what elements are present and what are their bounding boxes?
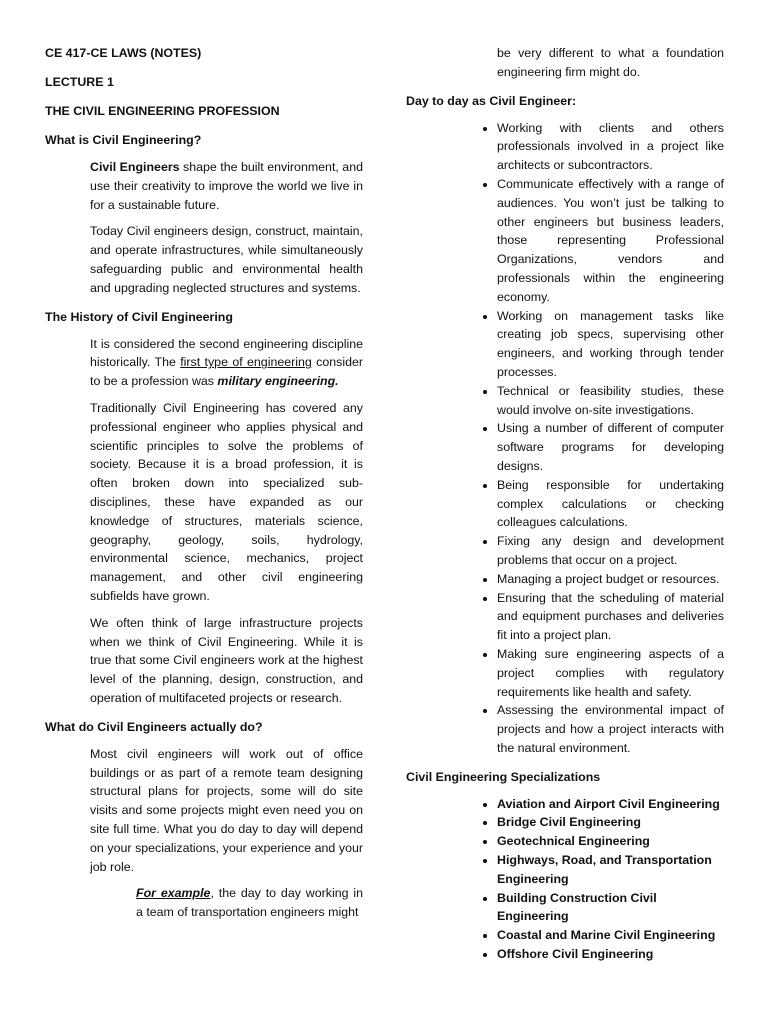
specializations-heading: Civil Engineering Specializations: [406, 769, 601, 784]
list-item: • Working with clients and others professionals involved in a project like architects or subcontractors.: [497, 119, 724, 175]
list-item: • Assessing the environmental impact of projects and how a project interacts with the natural environment.: [497, 701, 724, 757]
list-item: • Highways, Road, and Transportation Engineering: [497, 851, 724, 889]
what-is-p1-rest: shape the built environment, and use their creativity to improve the world we live in for a sustainable future.: [90, 160, 363, 212]
lecture-label: LECTURE 1: [45, 75, 114, 89]
history-p1-underline: first type of engineering: [180, 355, 312, 370]
list-item: • Being responsible for undertaking complex calculations or checking colleagues calculations.: [497, 476, 724, 532]
list-item: • Coastal and Marine Civil Engineering: [497, 926, 724, 945]
list-item: • Communicate effectively with a range of audiences. You won’t just be talking to other engineers but business leaders, those representing Professional Organizations, vendors and professionals within the engineering economy.: [497, 175, 724, 307]
list-item: • Offshore Civil Engineering: [497, 945, 724, 964]
list-item: • Using a number of different of computer software programs for developing designs.: [497, 419, 724, 475]
day-to-day-heading: Day to day as Civil Engineer:: [406, 93, 577, 108]
list-item: • Ensuring that the scheduling of material and equipment purchases and deliveries fit into a project plan.: [497, 589, 724, 645]
list-item: • Making sure engineering aspects of a project complies with regulatory requirements like health and safety.: [497, 645, 724, 701]
list-item: • Fixing any design and development problems that occur on a project.: [497, 532, 724, 570]
left-column: [45, 44, 363, 922]
list-item: • Bridge Civil Engineering: [497, 813, 724, 832]
right-column: [406, 44, 724, 964]
what-is-heading: What is Civil Engineering?: [45, 133, 202, 147]
specializations-list: [406, 795, 724, 964]
example-rest: , the day to day working in a team of transportation engineers might: [136, 886, 363, 920]
list-item: • Managing a project budget or resources.: [497, 570, 724, 589]
history-paragraph-1: [90, 335, 363, 391]
example-paragraph: [136, 884, 363, 922]
military-engineering-text: military engineering.: [217, 374, 339, 389]
what-is-paragraph-2: Today Civil engineers design, construct, maintain, and operate infrastructures, while simultaneously safeguarding public and environmental health and upgrading neglected structures and systems.: [90, 224, 363, 295]
list-item: • Aviation and Airport Civil Engineering: [497, 795, 724, 814]
course-title: CE 417-CE LAWS (NOTES): [45, 46, 202, 60]
what-do-paragraph-1: Most civil engineers will work out of office buildings or as part of a remote team designing structural plans for projects, some will do site visits and some projects might even need you on site full time. What you do day to day will depend on your specializations, your experience and your job role.: [90, 746, 363, 874]
history-p1-a: It is considered the second engineering discipline historically. The: [90, 336, 363, 370]
list-item: • Building Construction Civil Engineering: [497, 889, 724, 927]
list-item: • Working on management tasks like creating job specs, supervising other engineers, and working through tender processes.: [497, 307, 724, 382]
list-item: • Technical or feasibility studies, these would involve on-site investigations.: [497, 382, 724, 420]
example-label: For example: [136, 886, 211, 901]
day-to-day-list: [406, 119, 724, 758]
civil-engineers-bold: Civil Engineers: [90, 160, 180, 174]
what-do-heading: What do Civil Engineers actually do?: [45, 719, 263, 734]
history-p1-b: consider to be a profession was: [90, 355, 363, 389]
topic-title: THE CIVIL ENGINEERING PROFESSION: [45, 104, 280, 118]
continuation-text: be very different to what a foundation engineering firm might do.: [497, 46, 724, 79]
history-heading: The History of Civil Engineering: [45, 309, 233, 324]
history-paragraph-3: We often think of large infrastructure projects when we think of Civil Engineering. While it is true that some Civil engineers work at the highest level of the planning, design, construction, and operation of multifaceted projects or research.: [90, 615, 363, 705]
what-is-paragraph-1: [90, 158, 363, 214]
history-paragraph-2: Traditionally Civil Engineering has covered any professional engineer who applies physical and scientific principles to solve the problems of society. Because it is a broad profession, it is often broken down into specialized sub-disciplines, these have expanded as our knowledge of structures, materials science, geography, geology, soils, hydrology, environmental science, mechanics, project management, and other civil engineering subfields have grown.: [90, 400, 363, 603]
list-item: • Geotechnical Engineering: [497, 832, 724, 851]
